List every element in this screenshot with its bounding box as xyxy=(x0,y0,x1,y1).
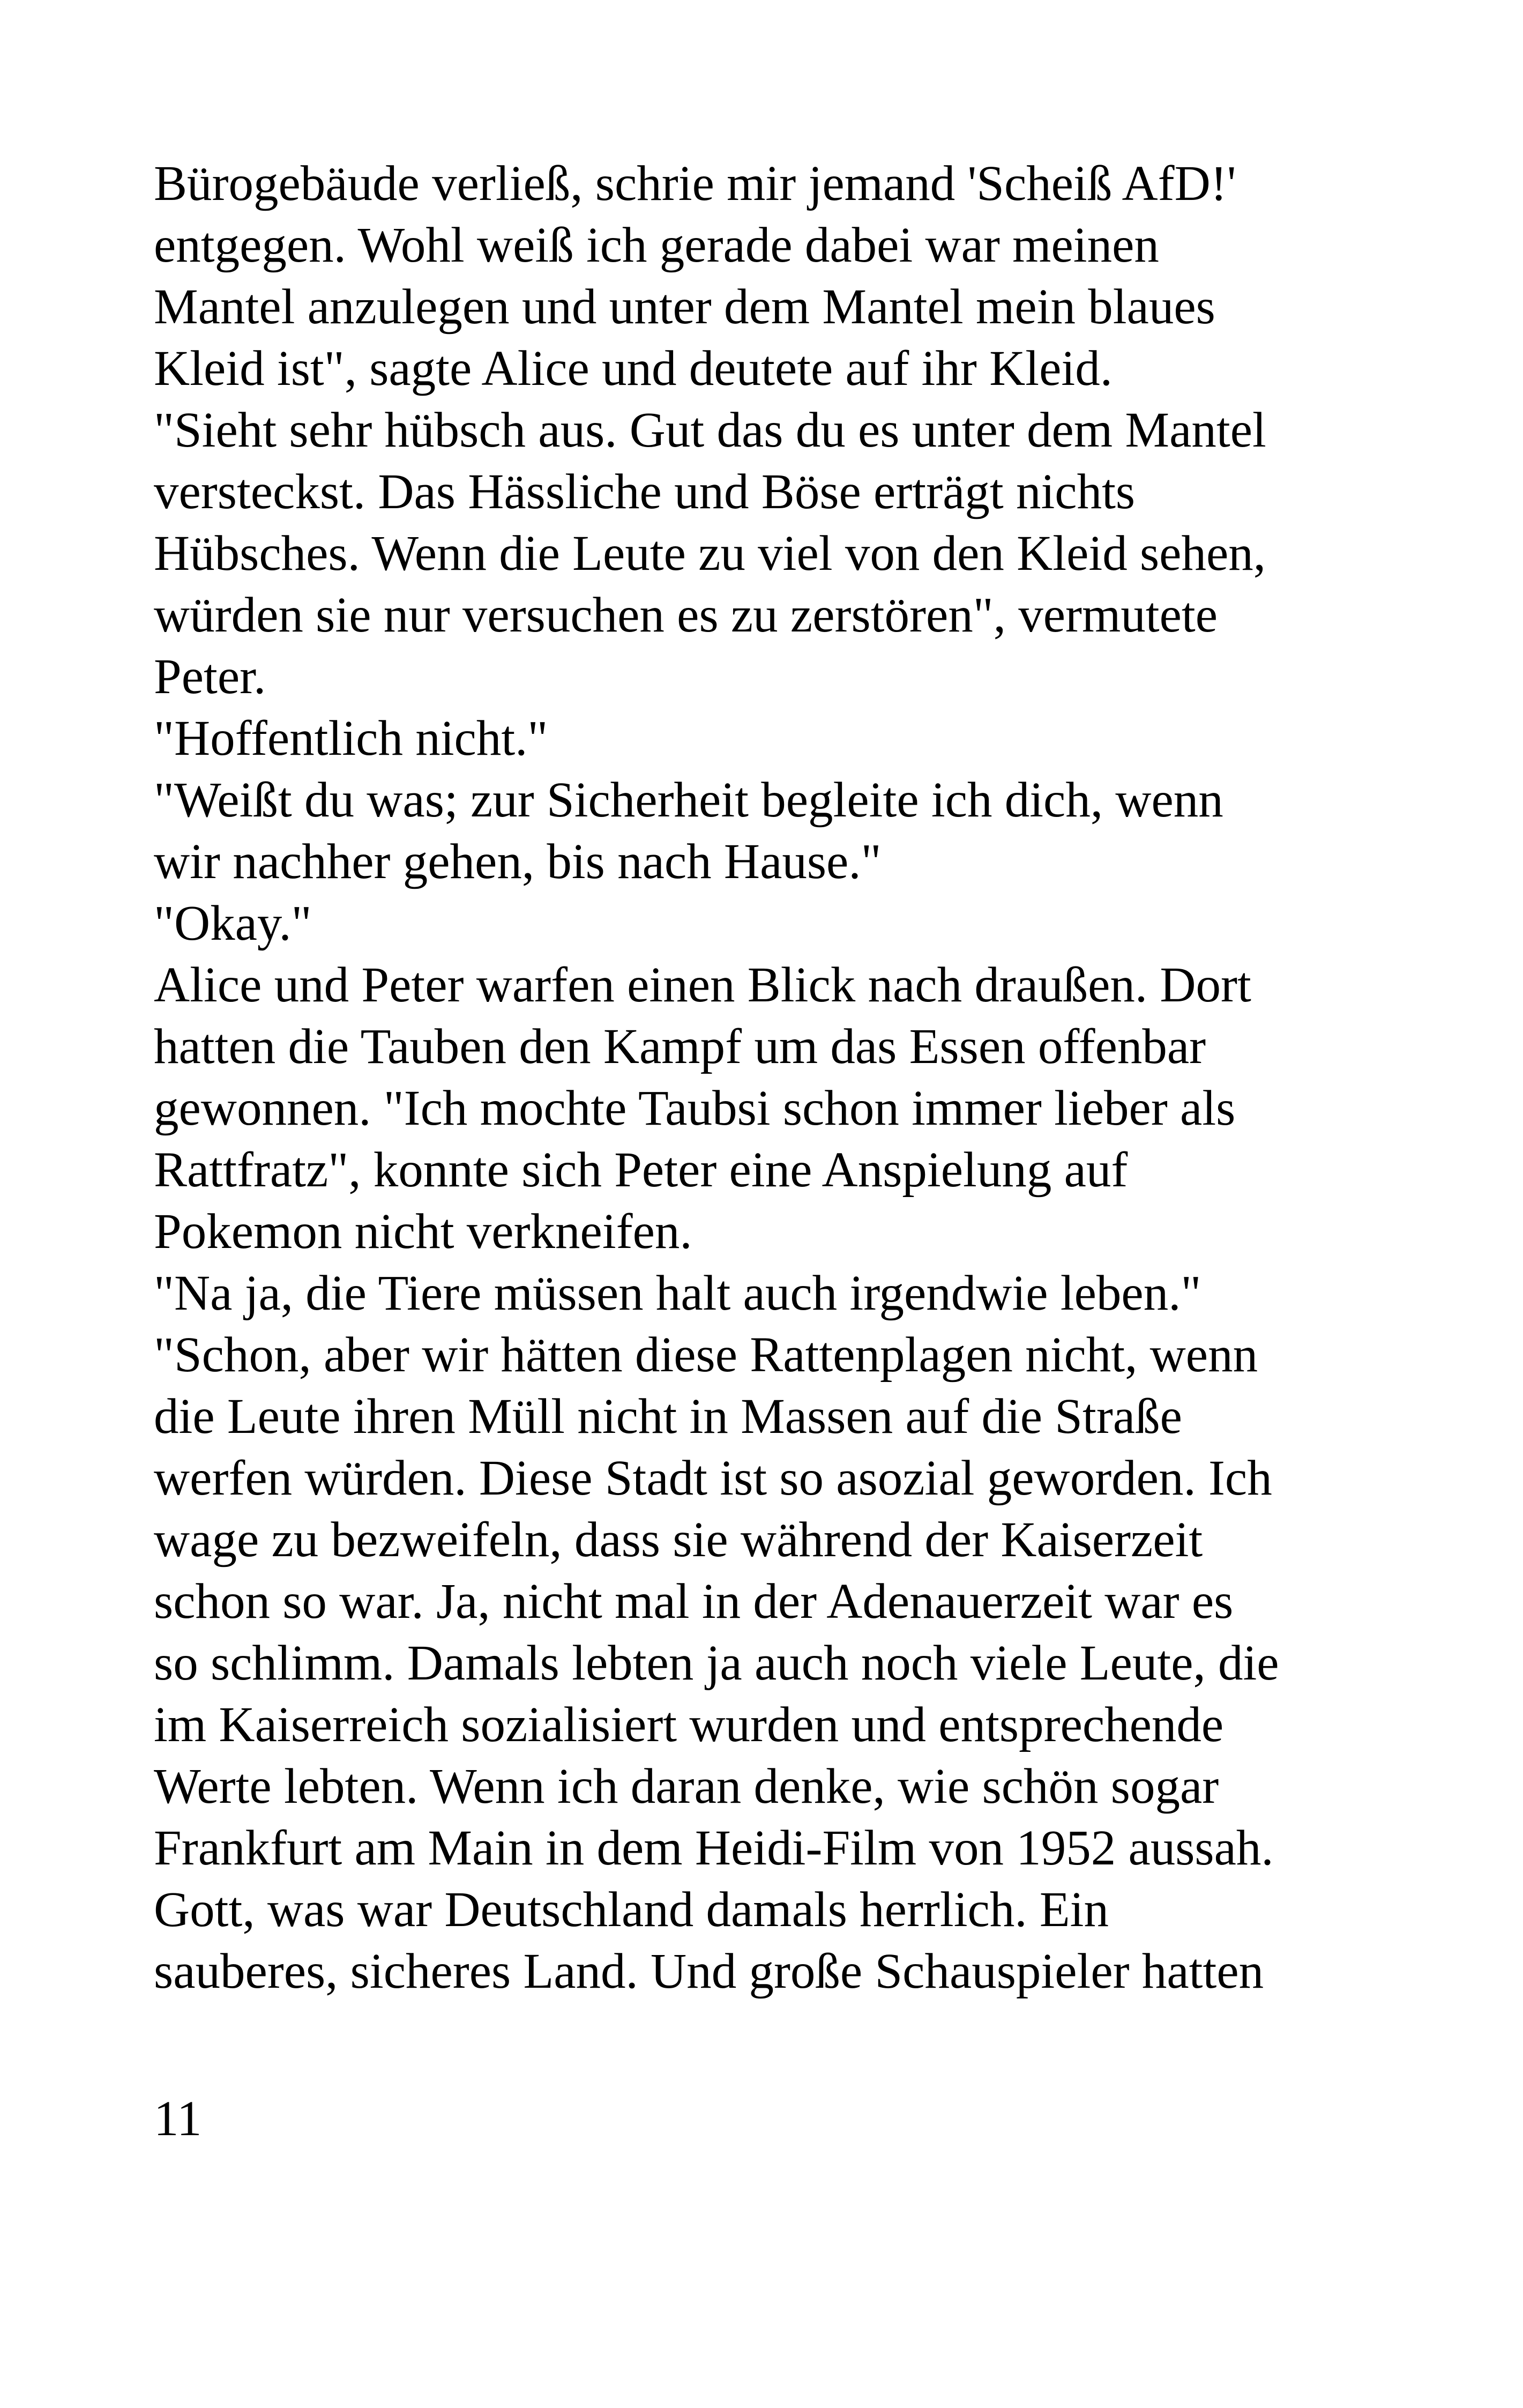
text-line: Peter. xyxy=(154,649,266,704)
text-line: entgegen. Wohl weiß ich gerade dabei war meinen xyxy=(154,218,1159,273)
body-text xyxy=(154,153,1386,2002)
text-line: Hübsches. Wenn die Leute zu viel von den Kleid sehen, xyxy=(154,526,1266,581)
text-line: wir nachher gehen, bis nach Hause." xyxy=(154,834,882,889)
text-line: Gott, was war Deutschland damals herrlich. Ein xyxy=(154,1882,1109,1937)
text-line: Frankfurt am Main in dem Heidi-Film von 1952 aussah. xyxy=(154,1820,1274,1876)
text-line: "Weißt du was; zur Sicherheit begleite ich dich, wenn xyxy=(154,772,1223,828)
text-line: so schlimm. Damals lebten ja auch noch viele Leute, die xyxy=(154,1636,1279,1691)
text-line: gewonnen. "Ich mochte Taubsi schon immer lieber als xyxy=(154,1081,1236,1136)
text-line: "Hoffentlich nicht." xyxy=(154,711,548,766)
text-line: Pokemon nicht verkneifen. xyxy=(154,1204,692,1259)
text-line: Rattfratz", konnte sich Peter eine Anspielung auf xyxy=(154,1142,1128,1198)
text-line: im Kaiserreich sozialisiert wurden und entsprechende xyxy=(154,1697,1224,1752)
text-line: "Okay." xyxy=(154,896,312,951)
text-line: werfen würden. Diese Stadt ist so asozial geworden. Ich xyxy=(154,1451,1272,1506)
text-line: "Na ja, die Tiere müssen halt auch irgendwie leben." xyxy=(154,1266,1201,1321)
text-line: Alice und Peter warfen einen Blick nach draußen. Dort xyxy=(154,957,1251,1013)
text-line: schon so war. Ja, nicht mal in der Adenauerzeit war es xyxy=(154,1574,1234,1629)
text-line: versteckst. Das Hässliche und Böse erträgt nichts xyxy=(154,464,1136,519)
text-line: Kleid ist", sagte Alice und deutete auf ihr Kleid. xyxy=(154,341,1113,396)
text-line: wage zu bezweifeln, dass sie während der Kaiserzeit xyxy=(154,1512,1203,1567)
text-line: würden sie nur versuchen es zu zerstören", vermutete xyxy=(154,588,1218,643)
page-number: 11 xyxy=(154,2091,202,2146)
text-line: Werte lebten. Wenn ich daran denke, wie schön sogar xyxy=(154,1759,1219,1814)
text-line: hatten die Tauben den Kampf um das Essen offenbar xyxy=(154,1019,1206,1074)
text-line: Mantel anzulegen und unter dem Mantel mein blaues xyxy=(154,279,1215,335)
text-line: die Leute ihren Müll nicht in Massen auf die Straße xyxy=(154,1389,1182,1444)
text-line: Bürogebäude verließ, schrie mir jemand 'Scheiß AfD!' xyxy=(154,156,1236,211)
text-line: sauberes, sicheres Land. Und große Schauspieler hatten xyxy=(154,1944,1264,1999)
text-line: "Sieht sehr hübsch aus. Gut das du es unter dem Mantel xyxy=(154,403,1266,458)
text-line: "Schon, aber wir hätten diese Rattenplagen nicht, wenn xyxy=(154,1327,1258,1383)
